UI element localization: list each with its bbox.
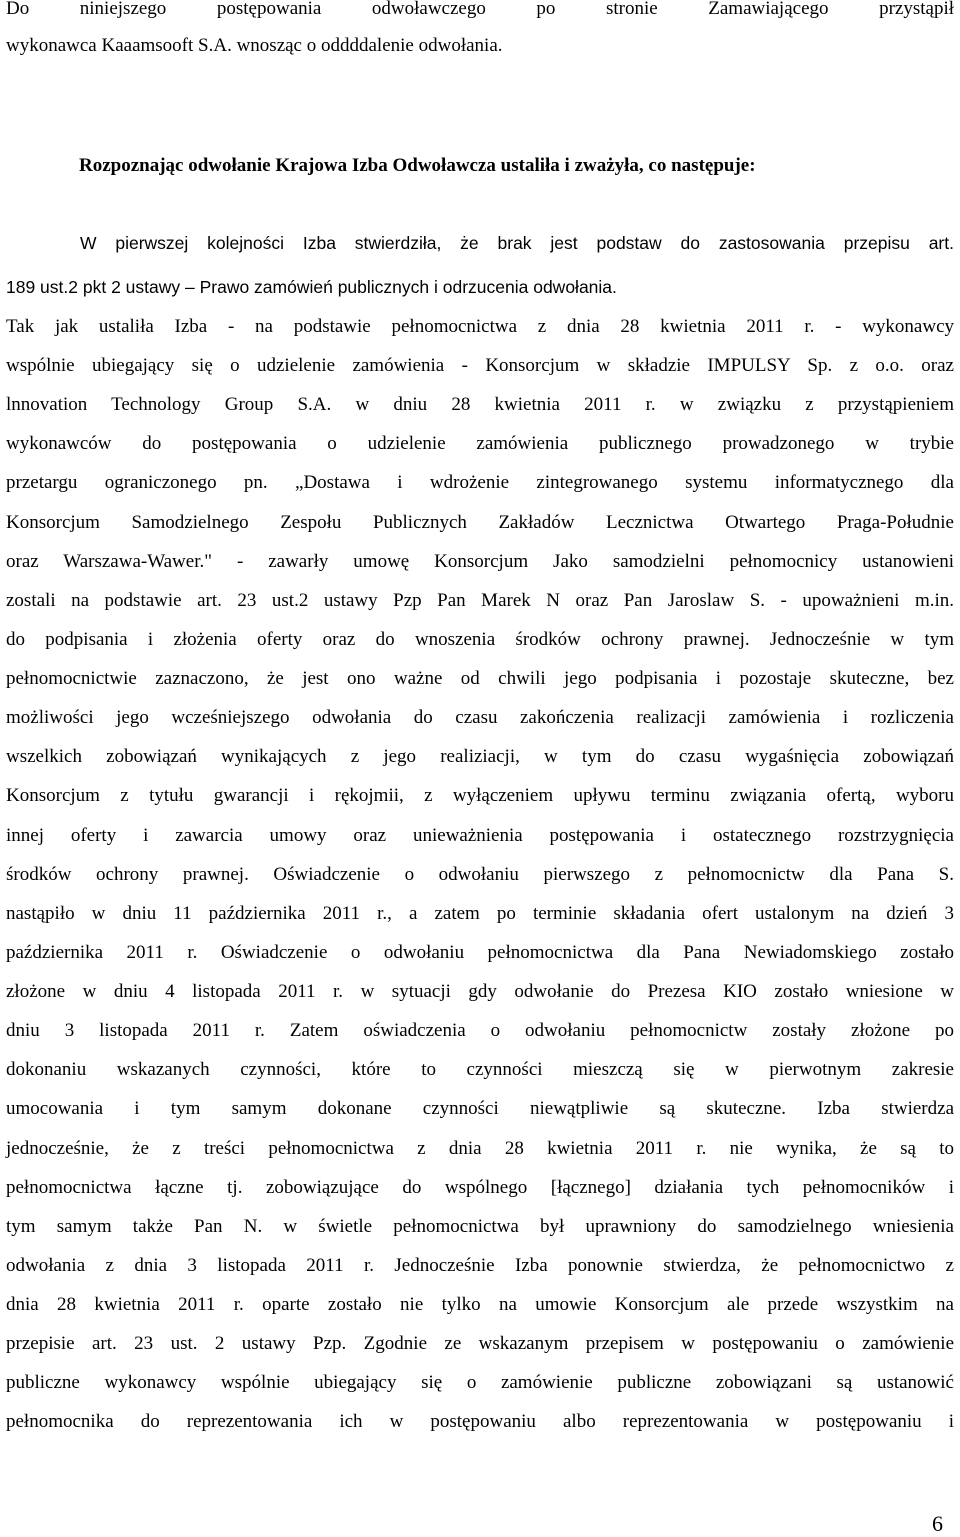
text-line: lnnovation Technology Group S.A. w dniu 28 kwietnia 2011 r. w związku z przystąpieniem xyxy=(6,394,954,415)
text-line: umocowania i tym samym dokonane czynności niewątpliwie są skuteczne. Izba stwierdza xyxy=(6,1098,954,1119)
text-line: przetargu ograniczonego pn. „Dostawa i wdrożenie zintegrowanego systemu informatycznego dla xyxy=(6,472,954,493)
text-line: wspólnie ubiegający się o udzielenie zamówienia - Konsorcjum w składzie IMPULSY Sp. z o.o. oraz xyxy=(6,355,954,376)
text-line: nastąpiło w dniu 11 października 2011 r., a zatem po terminie składania ofert ustalonym na dzień 3 xyxy=(6,903,954,924)
text-line: Konsorcjum Samodzielnego Zespołu Publicznych Zakładów Lecznictwa Otwartego Praga-Południe xyxy=(6,512,954,533)
text-line: jednocześnie, że z treści pełnomocnictwa z dnia 28 kwietnia 2011 r. nie wynika, że są to xyxy=(6,1138,954,1159)
text-line: odwołania z dnia 3 listopada 2011 r. Jednocześnie Izba ponownie stwierdza, że pełnomocnictwo z xyxy=(6,1255,954,1276)
text-line: W pierwszej kolejności Izba stwierdziła, że brak jest podstaw do zastosowania przepisu art. xyxy=(80,233,954,253)
text-line: Konsorcjum z tytułu gwarancji i rękojmii, z wyłączeniem upływu terminu związania ofertą, wyboru xyxy=(6,785,954,806)
text-line: 189 ust.2 pkt 2 ustawy – Prawo zamówień publicznych i odrzucenia odwołania. xyxy=(6,277,617,297)
text-line: przepisie art. 23 ust. 2 ustawy Pzp. Zgodnie ze wskazanym przepisem w postępowaniu o zamówienie xyxy=(6,1333,954,1354)
text-line: dniu 3 listopada 2011 r. Zatem oświadczenia o odwołaniu pełnomocnictw zostały złożone po xyxy=(6,1020,954,1041)
text-line: tym samym także Pan N. w świetle pełnomocnictwa był uprawniony do samodzielnego wniesienia xyxy=(6,1216,954,1237)
text-line: zostali na podstawie art. 23 ust.2 ustawy Pzp Pan Marek N oraz Pan Jaroslaw S. - upoważnieni m.in. xyxy=(6,590,954,611)
text-line: publiczne wykonawcy wspólnie ubiegający się o zamówienie publiczne zobowiązani są ustanowić xyxy=(6,1372,954,1393)
text-line: środków ochrony prawnej. Oświadczenie o odwołaniu pierwszego z pełnomocnictw dla Pana S. xyxy=(6,864,954,885)
text-line: wykonawców do postępowania o udzielenie zamówienia publicznego prowadzonego w trybie xyxy=(6,433,954,454)
text-line: wszelkich zobowiązań wynikających z jego realiziacji, w tym do czasu wygaśnięcia zobowiązań xyxy=(6,746,954,767)
page-number: 6 xyxy=(932,1511,943,1536)
text-line: dokonaniu wskazanych czynności, które to czynności mieszczą się w pierwotnym zakresie xyxy=(6,1059,954,1080)
text-line: oraz Warszawa-Wawer." - zawarły umowę Konsorcjum Jako samodzielni pełnomocnicy ustanowieni xyxy=(6,551,954,572)
text-line: Tak jak ustaliła Izba - na podstawie pełnomocnictwa z dnia 28 kwietnia 2011 r. - wykonawcy xyxy=(6,316,954,337)
text-line: innej oferty i zawarcia umowy oraz unieważnienia postępowania i ostatecznego rozstrzygnięcia xyxy=(6,825,954,846)
text-line: dnia 28 kwietnia 2011 r. oparte zostało nie tylko na umowie Konsorcjum ale przede wszystkim na xyxy=(6,1294,954,1315)
text-line: pełnomocnictwie zaznaczono, że jest ono ważne od chwili jego podpisania i pozostaje skuteczne, bez xyxy=(6,668,954,689)
text-line: możliwości jego wcześniejszego odwołania do czasu zakończenia realizacji zamówienia i rozliczenia xyxy=(6,707,954,728)
text-line: pełnomocnictwa łączne tj. zobowiązujące do wspólnego [łącznego] działania tych pełnomocników i xyxy=(6,1177,954,1198)
text-line: pełnomocnika do reprezentowania ich w postępowaniu albo reprezentowania w postępowaniu i xyxy=(6,1411,954,1432)
text-line: złożone w dniu 4 listopada 2011 r. w sytuacji gdy odwołanie do Prezesa KIO zostało wniesione w xyxy=(6,981,954,1002)
text-line: października 2011 r. Oświadczenie o odwołaniu pełnomocnictwa dla Pana Newiadomskiego zostało xyxy=(6,942,954,963)
text-line: wykonawca Kaaamsooft S.A. wnosząc o oddddalenie odwołania. xyxy=(6,35,503,56)
text-line: Rozpoznając odwołanie Krajowa Izba Odwoławcza ustaliła i zważyła, co następuje: xyxy=(79,155,756,176)
text-line: do podpisania i złożenia oferty oraz do wnoszenia środków ochrony prawnej. Jednocześnie w tym xyxy=(6,629,954,650)
text-line: Do niniejszego postępowania odwoławczego po stronie Zamawiającego przystąpił xyxy=(6,0,954,19)
